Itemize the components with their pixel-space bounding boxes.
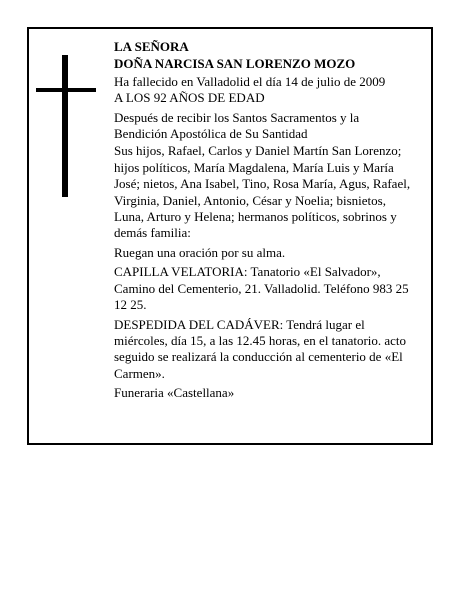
latin-cross-icon	[36, 55, 96, 197]
cross-horizontal-bar	[36, 88, 96, 92]
age-line: A LOS 92 AÑOS DE EDAD	[114, 90, 265, 106]
cross-vertical-bar	[62, 55, 68, 197]
death-line: Ha fallecido en Valladolid el día 14 de julio de 2009	[114, 73, 386, 89]
family-text: Sus hijos, Rafael, Carlos y Daniel Martín San Lorenzo; hijos políticos, María Magdalena, María Luis y María José; nietos, Ana Isabel, Tino, Rosa María, Agus, Rafael, Virginia, Daniel, Antonio, César y Noelia; bisnietos, Luna, Arturo y Helena; hermanos políticos, sobrinos y demás familia:	[114, 143, 411, 241]
prayer-text: Ruegan una oración por su alma.	[114, 244, 286, 260]
obituary-text	[114, 39, 414, 402]
sacraments-text: Después de recibir los Santos Sacramentos y la Bendición Apostólica de Su Santidad	[114, 109, 360, 142]
notice-title: LA SEÑORA	[114, 39, 189, 54]
deceased-name: DOÑA NARCISA SAN LORENZO MOZO	[114, 56, 356, 72]
farewell-text: DESPEDIDA DEL CADÁVER: Tendrá lugar el miércoles, día 15, a las 12.45 horas, en el tanatorio. acto seguido se realizará la conducción al cementerio de «El Carmen».	[114, 316, 407, 381]
chapel-text: CAPILLA VELATORIA: Tanatorio «El Salvador», Camino del Cementerio, 21. Valladolid. Teléfono 983 25 12 25.	[114, 264, 409, 313]
funeral-home-text: Funeraria «Castellana»	[114, 385, 235, 401]
